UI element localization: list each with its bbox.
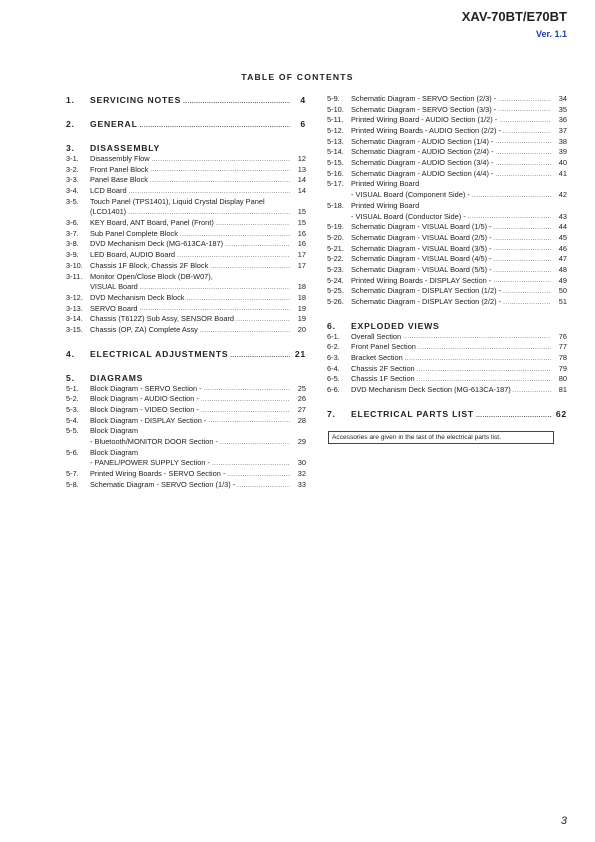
toc-number: 3-9. — [66, 250, 79, 260]
toc-number: 3-14. — [66, 314, 83, 324]
dot-leader — [403, 331, 551, 341]
toc-label: EXPLODED VIEWS — [351, 320, 440, 331]
toc-number: 5-20. — [327, 232, 344, 242]
toc-entry[interactable] — [66, 186, 306, 197]
toc-entry[interactable] — [327, 201, 567, 212]
toc-entry[interactable] — [327, 222, 567, 233]
toc-number: 6-3. — [327, 353, 340, 363]
toc-entry[interactable] — [327, 190, 567, 201]
toc-number: 5-14. — [327, 147, 344, 157]
dot-leader — [498, 94, 551, 104]
toc-number: 3-13. — [66, 303, 83, 313]
toc-entry[interactable] — [66, 229, 306, 240]
toc-number: 5-13. — [327, 136, 344, 146]
version-label: Ver. 1.1 — [535, 29, 567, 39]
spacer — [66, 106, 306, 118]
dot-leader — [140, 303, 290, 313]
dot-leader — [494, 265, 551, 275]
toc-number: 3-11. — [66, 271, 83, 281]
toc-label: Touch Panel (TPS1401), Liquid Crystal Display Panel — [90, 196, 265, 206]
toc-page: 45 — [558, 232, 567, 242]
toc-label: SERVO Board — [90, 303, 138, 313]
toc-label: Printed Wiring Board — [351, 179, 420, 189]
toc-number: 3-8. — [66, 239, 79, 249]
toc-page: 37 — [558, 126, 567, 136]
toc-number: 3-5. — [66, 196, 79, 206]
toc-entry[interactable] — [66, 314, 306, 325]
toc-label: Schematic Diagram - SERVO Section (3/3) - — [351, 104, 497, 114]
dot-leader — [493, 275, 551, 285]
toc-label: Schematic Diagram - AUDIO Section (3/4) - — [351, 158, 494, 168]
toc-number: 6-2. — [327, 342, 340, 352]
toc-label: KEY Board, ANT Board, Panel (Front) — [90, 218, 214, 228]
page-number: 3 — [560, 815, 567, 827]
toc-label: Schematic Diagram - AUDIO Section (1/4) - — [351, 136, 494, 146]
toc-page: 47 — [558, 254, 567, 264]
dot-leader — [204, 383, 290, 393]
toc-page: 36 — [558, 115, 567, 125]
toc-label: Schematic Diagram - VISUAL Board (4/5) - — [351, 254, 492, 264]
toc-entry[interactable] — [66, 293, 306, 304]
model-name: XAV-70BT/E70BT — [461, 9, 567, 24]
toc-label: Chassis (T612Z) Sub Assy, SENSOR Board — [90, 314, 235, 324]
dot-leader — [498, 104, 551, 114]
dot-leader — [212, 458, 290, 468]
toc-label: SERVICING NOTES — [90, 95, 182, 105]
toc-page: 34 — [558, 93, 567, 103]
toc-number: 5-10. — [327, 104, 344, 114]
toc-page: 14 — [297, 186, 306, 196]
toc-label: - Bluetooth/MONITOR DOOR Section - — [90, 437, 219, 447]
toc-entry[interactable] — [66, 272, 306, 283]
dot-leader — [128, 207, 290, 217]
spacer — [66, 130, 306, 142]
toc-entry[interactable] — [66, 394, 306, 405]
toc-entry[interactable] — [327, 254, 567, 265]
toc-entry[interactable] — [66, 197, 306, 208]
toc-page: 50 — [558, 286, 567, 296]
toc-entry[interactable] — [327, 233, 567, 244]
toc-entry[interactable] — [327, 126, 567, 137]
toc-number: 6-5. — [327, 374, 340, 384]
toc-number: 5-12. — [327, 126, 344, 136]
toc-page: 28 — [297, 415, 306, 425]
toc-number: 4. — [66, 348, 75, 359]
toc-page: 21 — [294, 348, 306, 359]
toc-entry[interactable] — [327, 353, 567, 364]
toc-label: Bracket Section — [351, 353, 403, 363]
dot-leader — [150, 164, 290, 174]
toc-number: 6-4. — [327, 363, 340, 373]
toc-page: 51 — [558, 297, 567, 307]
dot-leader — [201, 394, 290, 404]
toc-number: 7. — [327, 408, 336, 419]
toc-page: 49 — [558, 275, 567, 285]
dot-leader — [468, 211, 551, 221]
toc-number: 3-6. — [66, 218, 79, 228]
toc-label: DVD Mechanism Deck Section (MG-613CA-187) — [351, 385, 511, 395]
toc-number: 5-6. — [66, 447, 79, 457]
toc-label: Schematic Diagram - SERVO Section (1/3) - — [90, 479, 236, 489]
toc-label: Chassis (OP, ZA) Complete Assy — [90, 324, 198, 334]
toc-entry[interactable] — [66, 416, 306, 427]
dot-leader — [418, 342, 551, 352]
dot-leader — [496, 158, 551, 168]
toc-page: 44 — [558, 222, 567, 232]
toc-page: 41 — [558, 168, 567, 178]
toc-number: 5-25. — [327, 286, 344, 296]
spacer — [66, 360, 306, 372]
toc-number: 5. — [66, 372, 75, 383]
toc-page: 18 — [297, 282, 306, 292]
toc-page: 14 — [297, 175, 306, 185]
toc-number: 3-15. — [66, 324, 83, 334]
toc-label: Monitor Open/Close Block (DB-W07), — [90, 271, 213, 281]
toc-number: 5-26. — [327, 297, 344, 307]
accessories-note: Accessories are given in the last of the electrical parts list. — [328, 431, 554, 444]
toc-page: 15 — [297, 207, 306, 217]
toc-entry[interactable] — [327, 147, 567, 158]
dot-leader — [208, 415, 290, 425]
toc-label: DVD Mechanism Deck Block — [90, 292, 185, 302]
toc-section[interactable] — [66, 142, 306, 154]
toc-page: 18 — [297, 292, 306, 302]
toc-entry[interactable] — [66, 207, 306, 218]
toc-label: Chassis 2F Section — [351, 363, 415, 373]
toc-label: Printed Wiring Boards - DISPLAY Section - — [351, 275, 492, 285]
toc-label: Block Diagram - VIDEO Section - — [90, 405, 199, 415]
toc-section[interactable] — [66, 372, 306, 384]
toc-entry[interactable] — [66, 261, 306, 272]
dot-leader — [177, 250, 290, 260]
toc-page: 30 — [297, 458, 306, 468]
toc-label: Schematic Diagram - VISUAL Board (2/5) - — [351, 232, 492, 242]
toc-label: Chassis 1F Section — [351, 374, 415, 384]
spacer — [327, 308, 567, 320]
toc-number: 5-15. — [327, 158, 344, 168]
toc-entry[interactable] — [66, 459, 306, 470]
toc-label: Block Diagram - SERVO Section - — [90, 383, 202, 393]
toc-page: 38 — [558, 136, 567, 146]
toc-entry[interactable] — [327, 297, 567, 308]
toc-entry[interactable] — [327, 276, 567, 287]
toc-page: 80 — [558, 374, 567, 384]
toc-page: 77 — [558, 342, 567, 352]
dot-leader — [494, 254, 551, 264]
toc-page: 40 — [558, 158, 567, 168]
dot-leader — [201, 405, 290, 415]
toc-page: 39 — [558, 147, 567, 157]
toc-left-column — [66, 94, 306, 491]
toc-label: GENERAL — [90, 119, 138, 129]
toc-label: LCD Board — [90, 186, 127, 196]
toc-entry[interactable] — [66, 282, 306, 293]
toc-page: 35 — [558, 104, 567, 114]
toc-entry[interactable] — [327, 286, 567, 297]
toc-label: Schematic Diagram - AUDIO Section (2/4) - — [351, 147, 494, 157]
toc-entry[interactable] — [327, 342, 567, 353]
dot-leader — [499, 115, 551, 125]
toc-label: Block Diagram — [90, 447, 139, 457]
toc-number: 5-18. — [327, 200, 344, 210]
toc-label: Schematic Diagram - DISPLAY Section (1/2) - — [351, 286, 502, 296]
toc-number: 5-16. — [327, 168, 344, 178]
toc-title: TABLE OF CONTENTS — [241, 72, 354, 82]
toc-label: ELECTRICAL ADJUSTMENTS — [90, 348, 229, 359]
toc-section[interactable] — [66, 118, 306, 130]
toc-page: 26 — [297, 394, 306, 404]
toc-page: 17 — [297, 250, 306, 260]
toc-number: 5-24. — [327, 275, 344, 285]
dot-leader — [186, 293, 290, 303]
toc-page: 43 — [558, 211, 567, 221]
dot-leader — [152, 154, 290, 164]
dot-leader — [183, 95, 290, 105]
dot-leader — [227, 469, 290, 479]
toc-entry[interactable] — [66, 304, 306, 315]
toc-label: Overall Section — [351, 331, 402, 341]
toc-entry[interactable] — [66, 480, 306, 491]
toc-label: Front Panel Block — [90, 164, 149, 174]
toc-label: Schematic Diagram - SERVO Section (2/3) - — [351, 93, 497, 103]
toc-label: - PANEL/POWER SUPPLY Section - — [90, 458, 210, 468]
dot-leader — [237, 480, 290, 490]
toc-page: 17 — [297, 260, 306, 270]
toc-number: 5-5. — [66, 426, 79, 436]
dot-leader — [476, 409, 551, 419]
toc-page: 4 — [300, 95, 306, 105]
dot-leader — [210, 261, 290, 271]
toc-label: DIAGRAMS — [90, 372, 144, 383]
toc-page: 79 — [558, 363, 567, 373]
dot-leader — [417, 364, 551, 374]
toc-right-column — [327, 94, 567, 420]
dot-leader — [494, 233, 551, 243]
toc-entry[interactable] — [327, 115, 567, 126]
toc-label: Block Diagram - DISPLAY Section - — [90, 415, 207, 425]
dot-leader — [513, 385, 551, 395]
dot-leader — [494, 222, 551, 232]
toc-label: Disassembly Flow — [90, 153, 150, 163]
toc-number: 5-3. — [66, 405, 79, 415]
toc-number: 5-17. — [327, 179, 344, 189]
toc-entry[interactable] — [327, 385, 567, 396]
dot-leader — [150, 175, 290, 185]
toc-label: (LCD1401) — [90, 207, 127, 217]
toc-page: 15 — [297, 218, 306, 228]
toc-entry[interactable] — [66, 437, 306, 448]
toc-number: 3-3. — [66, 175, 79, 185]
toc-number: 5-8. — [66, 479, 79, 489]
toc-section[interactable] — [66, 94, 306, 106]
toc-page: 62 — [555, 408, 567, 419]
toc-page: 81 — [558, 385, 567, 395]
toc-number: 6-6. — [327, 385, 340, 395]
toc-entry[interactable] — [66, 426, 306, 437]
toc-page: 19 — [297, 303, 306, 313]
toc-entry[interactable] — [66, 448, 306, 459]
dot-leader — [503, 126, 551, 136]
toc-number: 5-21. — [327, 243, 344, 253]
toc-entry[interactable] — [327, 375, 567, 386]
toc-label: Printed Wiring Boards - AUDIO Section (2/2) - — [351, 126, 501, 136]
toc-number: 5-19. — [327, 222, 344, 232]
toc-number: 2. — [66, 119, 75, 129]
dot-leader — [200, 325, 290, 335]
toc-entry[interactable] — [327, 244, 567, 255]
toc-entry[interactable] — [327, 212, 567, 223]
toc-number: 3-2. — [66, 164, 79, 174]
dot-leader — [225, 239, 290, 249]
toc-entry[interactable] — [327, 265, 567, 276]
toc-label: Printed Wiring Boards - SERVO Section - — [90, 469, 226, 479]
toc-page: 12 — [297, 153, 306, 163]
toc-number: 6. — [327, 320, 336, 331]
dot-leader — [236, 314, 290, 324]
toc-label: Block Diagram — [90, 426, 139, 436]
toc-entry[interactable] — [66, 165, 306, 176]
toc-page: 13 — [297, 164, 306, 174]
toc-page: 16 — [297, 239, 306, 249]
toc-label: Sub Panel Complete Block — [90, 228, 178, 238]
toc-entry[interactable] — [66, 240, 306, 251]
toc-label: Chassis 1F Block, Chassis 2F Block — [90, 260, 209, 270]
toc-number: 3-10. — [66, 260, 83, 270]
toc-page: 33 — [297, 479, 306, 489]
toc-label: Panel Base Block — [90, 175, 148, 185]
dot-leader — [220, 437, 290, 447]
toc-entry[interactable] — [327, 158, 567, 169]
toc-label: - VISUAL Board (Component Side) - — [351, 190, 470, 200]
toc-page: 46 — [558, 243, 567, 253]
toc-entry[interactable] — [66, 405, 306, 416]
toc-page: 20 — [297, 324, 306, 334]
dot-leader — [180, 229, 290, 239]
dot-leader — [494, 243, 551, 253]
toc-entry[interactable] — [66, 469, 306, 480]
toc-page: 19 — [297, 314, 306, 324]
dot-leader — [496, 136, 551, 146]
toc-page: 16 — [297, 228, 306, 238]
dot-leader — [405, 353, 551, 363]
toc-number: 3-1. — [66, 153, 79, 163]
toc-label: Schematic Diagram - AUDIO Section (4/4) - — [351, 168, 494, 178]
toc-number: 3-7. — [66, 228, 79, 238]
toc-label: Printed Wiring Board — [351, 200, 420, 210]
toc-label: LED Board, AUDIO Board — [90, 250, 176, 260]
toc-number: 5-4. — [66, 415, 79, 425]
toc-entry[interactable] — [66, 250, 306, 261]
toc-number: 5-22. — [327, 254, 344, 264]
dot-leader — [140, 282, 290, 292]
toc-label: Block Diagram - AUDIO Section - — [90, 394, 199, 404]
toc-entry[interactable] — [327, 332, 567, 343]
toc-number: 5-2. — [66, 394, 79, 404]
toc-number: 5-23. — [327, 264, 344, 274]
toc-number: 1. — [66, 95, 75, 105]
toc-label: Schematic Diagram - VISUAL Board (3/5) - — [351, 243, 492, 253]
toc-entry[interactable] — [327, 94, 567, 105]
toc-number: 5-7. — [66, 469, 79, 479]
toc-number: 6-1. — [327, 331, 340, 341]
toc-label: VISUAL Board — [90, 282, 138, 292]
toc-entry[interactable] — [66, 175, 306, 186]
toc-page: 32 — [297, 469, 306, 479]
toc-entry[interactable] — [327, 364, 567, 375]
spacer — [327, 396, 567, 408]
toc-page: 78 — [558, 353, 567, 363]
toc-label: ELECTRICAL PARTS LIST — [351, 408, 474, 419]
toc-number: 3-12. — [66, 292, 83, 302]
toc-entry[interactable] — [66, 325, 306, 336]
toc-entry[interactable] — [66, 154, 306, 165]
toc-label: Schematic Diagram - VISUAL Board (1/5) - — [351, 222, 492, 232]
dot-leader — [216, 218, 290, 228]
dot-leader — [417, 374, 551, 384]
toc-label: Schematic Diagram - DISPLAY Section (2/2) - — [351, 297, 502, 307]
toc-section[interactable] — [66, 348, 306, 360]
toc-page: 25 — [297, 383, 306, 393]
toc-label: Front Panel Section — [351, 342, 416, 352]
toc-number: 5-11. — [327, 115, 344, 125]
toc-number: 3-4. — [66, 186, 79, 196]
dot-leader — [496, 169, 551, 179]
dot-leader — [496, 147, 551, 157]
toc-entry[interactable] — [327, 180, 567, 191]
toc-page: 42 — [558, 190, 567, 200]
toc-page: 76 — [558, 331, 567, 341]
dot-leader — [472, 190, 551, 200]
toc-label: DISASSEMBLY — [90, 143, 161, 153]
toc-number: 5-9. — [327, 93, 340, 103]
toc-entry[interactable] — [66, 384, 306, 395]
toc-label: Printed Wiring Board - AUDIO Section (1/2) - — [351, 115, 498, 125]
toc-entry[interactable] — [327, 137, 567, 148]
dot-leader — [503, 297, 551, 307]
dot-leader — [230, 349, 290, 359]
toc-section[interactable] — [327, 408, 567, 420]
toc-label: DVD Mechanism Deck (MG-613CA-187) — [90, 239, 224, 249]
dot-leader — [503, 286, 551, 296]
toc-number: 5-1. — [66, 383, 79, 393]
spacer — [66, 336, 306, 348]
toc-label: - VISUAL Board (Conductor Side) - — [351, 211, 466, 221]
toc-entry[interactable] — [327, 169, 567, 180]
toc-label: Schematic Diagram - VISUAL Board (5/5) - — [351, 264, 492, 274]
toc-page: 6 — [300, 119, 306, 129]
toc-page: 27 — [297, 405, 306, 415]
toc-section[interactable] — [327, 320, 567, 332]
toc-entry[interactable] — [327, 105, 567, 116]
toc-page: 48 — [558, 264, 567, 274]
dot-leader — [129, 186, 290, 196]
toc-page: 29 — [297, 437, 306, 447]
toc-number: 3. — [66, 143, 75, 153]
dot-leader — [140, 119, 290, 129]
toc-entry[interactable] — [66, 218, 306, 229]
